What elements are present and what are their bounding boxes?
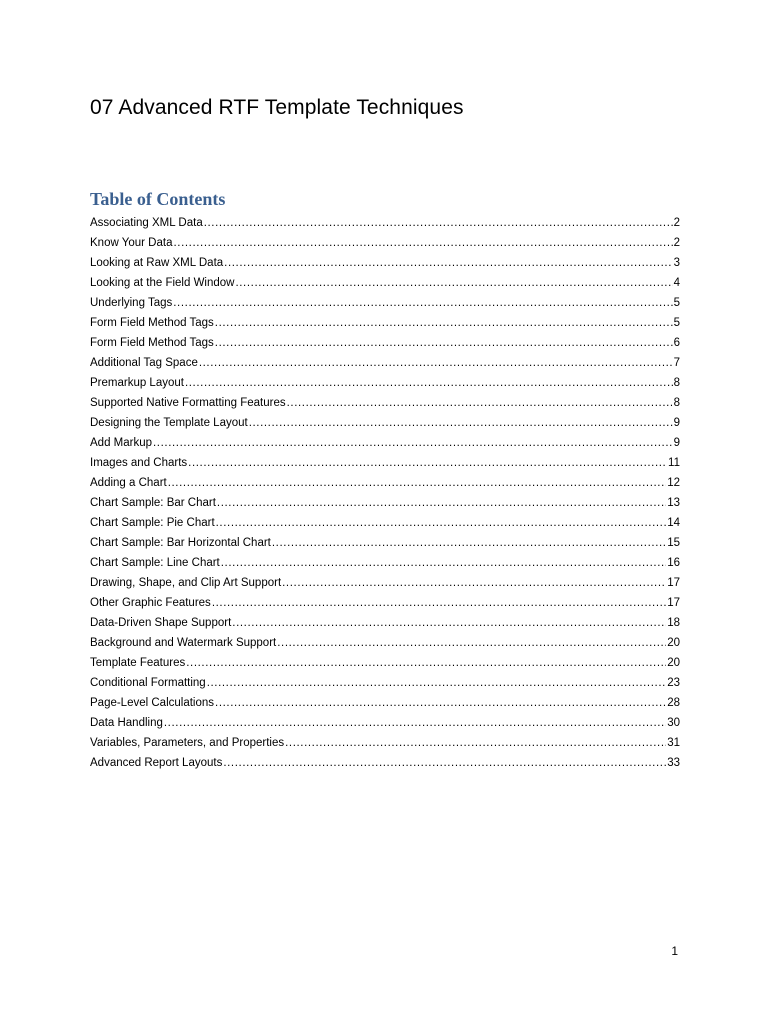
toc-entry[interactable]	[90, 573, 680, 593]
toc-entry[interactable]	[90, 473, 680, 493]
toc-entry-page: 17	[667, 577, 680, 589]
document-title: 07 Advanced RTF Template Techniques	[90, 96, 464, 119]
toc-dot-leader	[221, 553, 666, 573]
toc-dot-leader	[204, 213, 673, 233]
toc-entry-page: 30	[667, 717, 680, 729]
toc-entry-page: 17	[667, 597, 680, 609]
toc-entry-title: Template Features	[90, 657, 186, 669]
toc-dot-leader	[153, 433, 673, 453]
toc-entry-title: Know Your Data	[90, 237, 173, 249]
toc-entry-title: Data Handling	[90, 717, 163, 729]
toc-entry[interactable]	[90, 713, 680, 733]
toc-entry-title: Variables, Parameters, and Properties	[90, 737, 285, 749]
toc-entry-page: 9	[673, 437, 680, 449]
toc-entry[interactable]	[90, 733, 680, 753]
toc-entry-title: Other Graphic Features	[90, 597, 211, 609]
toc-entry-title: Additional Tag Space	[90, 357, 198, 369]
toc-entry-page: 5	[673, 297, 680, 309]
toc-entry-page: 4	[673, 277, 680, 289]
toc-entry-page: 3	[673, 257, 680, 269]
toc-entry[interactable]	[90, 553, 680, 573]
toc-entry[interactable]	[90, 233, 680, 253]
toc-entry[interactable]	[90, 413, 680, 433]
toc-dot-leader	[188, 453, 667, 473]
toc-entry-title: Chart Sample: Line Chart	[90, 557, 220, 569]
toc-entry[interactable]	[90, 273, 680, 293]
toc-dot-leader	[223, 753, 666, 773]
toc-entry[interactable]	[90, 613, 680, 633]
toc-dot-leader	[215, 313, 673, 333]
toc-entry[interactable]	[90, 593, 680, 613]
toc-dot-leader	[207, 673, 667, 693]
toc-entry-page: 20	[667, 657, 680, 669]
toc-entry[interactable]	[90, 433, 680, 453]
toc-entry-page: 33	[667, 757, 680, 769]
toc-entry-title: Data-Driven Shape Support	[90, 617, 232, 629]
toc-entry[interactable]	[90, 213, 680, 233]
toc-dot-leader	[287, 393, 673, 413]
toc-dot-leader	[217, 493, 666, 513]
toc-entry-title: Designing the Template Layout	[90, 417, 248, 429]
toc-entry-page: 20	[667, 637, 680, 649]
toc-entry[interactable]	[90, 293, 680, 313]
toc-entry[interactable]	[90, 333, 680, 353]
toc-entry-page: 13	[667, 497, 680, 509]
toc-dot-leader	[235, 273, 672, 293]
toc-dot-leader	[173, 233, 672, 253]
toc-entry[interactable]	[90, 313, 680, 333]
toc-entry-title: Form Field Method Tags	[90, 337, 214, 349]
toc-dot-leader	[216, 513, 667, 533]
toc-entry-title: Looking at the Field Window	[90, 277, 235, 289]
table-of-contents	[90, 213, 680, 773]
toc-entry-page: 8	[673, 377, 680, 389]
toc-entry-title: Looking at Raw XML Data	[90, 257, 224, 269]
toc-entry-title: Conditional Formatting	[90, 677, 206, 689]
toc-dot-leader	[215, 333, 673, 353]
toc-entry-title: Drawing, Shape, and Clip Art Support	[90, 577, 282, 589]
toc-dot-leader	[285, 733, 666, 753]
toc-entry-page: 2	[673, 217, 680, 229]
toc-entry[interactable]	[90, 493, 680, 513]
toc-dot-leader	[173, 293, 672, 313]
toc-entry-page: 2	[673, 237, 680, 249]
toc-dot-leader	[282, 573, 666, 593]
toc-entry-title: Chart Sample: Pie Chart	[90, 517, 215, 529]
toc-entry-title: Page-Level Calculations	[90, 697, 215, 709]
toc-entry-page: 6	[673, 337, 680, 349]
toc-dot-leader	[212, 593, 666, 613]
toc-entry-page: 31	[667, 737, 680, 749]
toc-entry-title: Add Markup	[90, 437, 153, 449]
toc-entry-page: 14	[667, 517, 680, 529]
toc-entry[interactable]	[90, 453, 680, 473]
toc-entry[interactable]	[90, 353, 680, 373]
toc-entry-title: Form Field Method Tags	[90, 317, 214, 329]
toc-dot-leader	[224, 253, 672, 273]
toc-entry-page: 12	[667, 477, 680, 489]
toc-dot-leader	[249, 413, 673, 433]
toc-entry-title: Premarkup Layout	[90, 377, 184, 389]
toc-entry-title: Images and Charts	[90, 457, 188, 469]
toc-entry[interactable]	[90, 533, 680, 553]
toc-entry-page: 5	[673, 317, 680, 329]
toc-entry-page: 18	[667, 617, 680, 629]
toc-entry[interactable]	[90, 393, 680, 413]
toc-entry[interactable]	[90, 253, 680, 273]
toc-entry-page: 7	[673, 357, 680, 369]
toc-entry-title: Chart Sample: Bar Chart	[90, 497, 216, 509]
toc-entry-page: 11	[668, 457, 680, 469]
toc-heading: Table of Contents	[90, 189, 226, 209]
toc-entry-page: 8	[673, 397, 680, 409]
toc-entry-title: Associating XML Data	[90, 217, 203, 229]
toc-entry[interactable]	[90, 693, 680, 713]
toc-entry-title: Advanced Report Layouts	[90, 757, 223, 769]
toc-entry[interactable]	[90, 753, 680, 773]
toc-entry-title: Supported Native Formatting Features	[90, 397, 286, 409]
toc-entry-title: Underlying Tags	[90, 297, 173, 309]
toc-entry[interactable]	[90, 513, 680, 533]
toc-entry-page: 28	[667, 697, 680, 709]
toc-entry-page: 9	[673, 417, 680, 429]
toc-entry[interactable]	[90, 653, 680, 673]
toc-entry-title: Adding a Chart	[90, 477, 167, 489]
toc-dot-leader	[277, 633, 666, 653]
toc-dot-leader	[199, 353, 673, 373]
toc-entry-page: 16	[667, 557, 680, 569]
toc-dot-leader	[185, 373, 673, 393]
toc-dot-leader	[232, 613, 666, 633]
toc-entry[interactable]	[90, 373, 680, 393]
toc-entry-page: 15	[667, 537, 680, 549]
toc-dot-leader	[164, 713, 666, 733]
toc-entry-title: Background and Watermark Support	[90, 637, 277, 649]
toc-entry[interactable]	[90, 673, 680, 693]
page-number: 1	[671, 944, 678, 958]
toc-dot-leader	[215, 693, 666, 713]
toc-dot-leader	[168, 473, 666, 493]
toc-dot-leader	[272, 533, 666, 553]
toc-dot-leader	[186, 653, 666, 673]
toc-entry-page: 23	[667, 677, 680, 689]
toc-entry-title: Chart Sample: Bar Horizontal Chart	[90, 537, 271, 549]
toc-entry[interactable]	[90, 633, 680, 653]
